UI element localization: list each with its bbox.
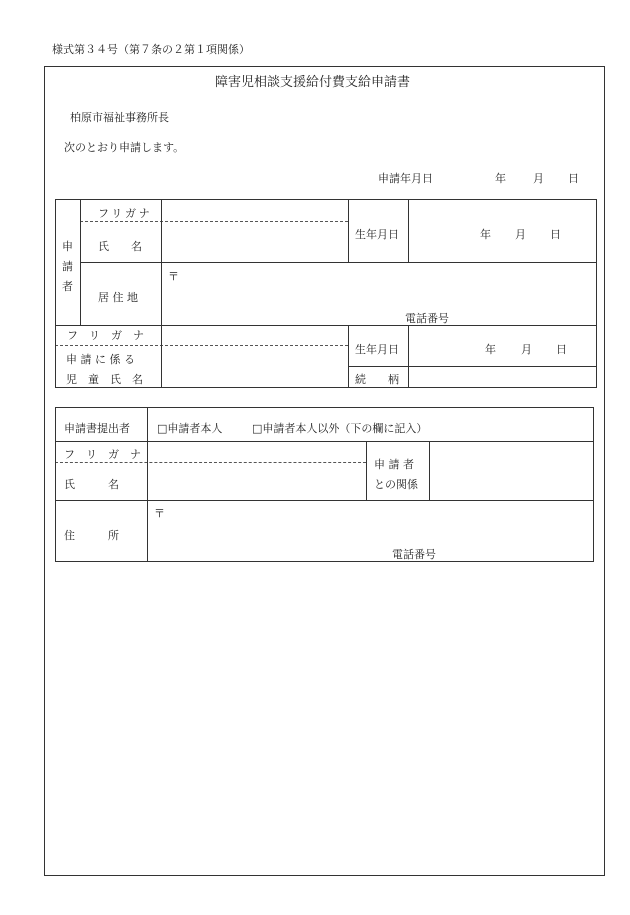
child-birth-month: 月 (521, 343, 532, 356)
form-frame (44, 66, 605, 876)
submitter-relation-label-line1: 申 請 者 (374, 458, 414, 471)
applicant-birth-day: 日 (550, 228, 561, 241)
application-date-month: 月 (533, 172, 544, 185)
applicant-birthdate-label: 生年月日 (355, 228, 399, 241)
submitter-option-other[interactable]: □申請者本人以外（下の欄に記入） (252, 422, 428, 435)
applicant-furigana-label: フリガナ (98, 207, 153, 220)
application-date-year: 年 (495, 172, 506, 185)
submitter-phone-label: 電話番号 (392, 548, 436, 561)
intro-text: 次のとおり申請します。 (64, 141, 185, 154)
form-title: 障害児相談支援給付費支給申請書 (215, 75, 411, 90)
child-name-label-line2: 児 童 氏 名 (66, 373, 143, 386)
submitter-address-label: 住 所 (64, 529, 119, 542)
submitter-relation-label-line2: との関係 (374, 478, 418, 491)
applicant-address-label: 居 住 地 (98, 291, 138, 304)
applicant-label-char2: 請 (62, 260, 73, 273)
applicant-name-label: 氏 名 (98, 240, 142, 253)
applicant-phone-label: 電話番号 (405, 312, 449, 325)
applicant-birth-month: 月 (515, 228, 526, 241)
applicant-postal-mark: 〒 (168, 270, 179, 283)
submitter-label: 申請書提出者 (64, 422, 130, 435)
submitter-name-label: 氏 名 (64, 478, 119, 491)
child-birth-day: 日 (556, 343, 567, 356)
child-birth-year: 年 (485, 343, 496, 356)
submitter-postal-mark: 〒 (154, 507, 165, 520)
child-name-label-line1: 申 請 に 係 る (66, 353, 135, 366)
child-furigana-label: フ リ ガ ナ (67, 329, 144, 342)
applicant-label-char1: 申 (62, 240, 73, 253)
submitter-furigana-label: フ リ ガ ナ (64, 448, 141, 461)
child-relation-label: 続 柄 (355, 373, 399, 386)
applicant-birth-year: 年 (480, 228, 491, 241)
submitter-option-self[interactable]: □申請者本人 (157, 422, 223, 435)
application-date-day: 日 (568, 172, 579, 185)
applicant-label-char3: 者 (62, 280, 73, 293)
child-birthdate-label: 生年月日 (355, 343, 399, 356)
addressee: 柏原市福祉事務所長 (70, 111, 169, 124)
application-date-label: 申請年月日 (378, 172, 433, 185)
form-reference: 様式第３４号（第７条の２第１項関係） (52, 43, 250, 56)
